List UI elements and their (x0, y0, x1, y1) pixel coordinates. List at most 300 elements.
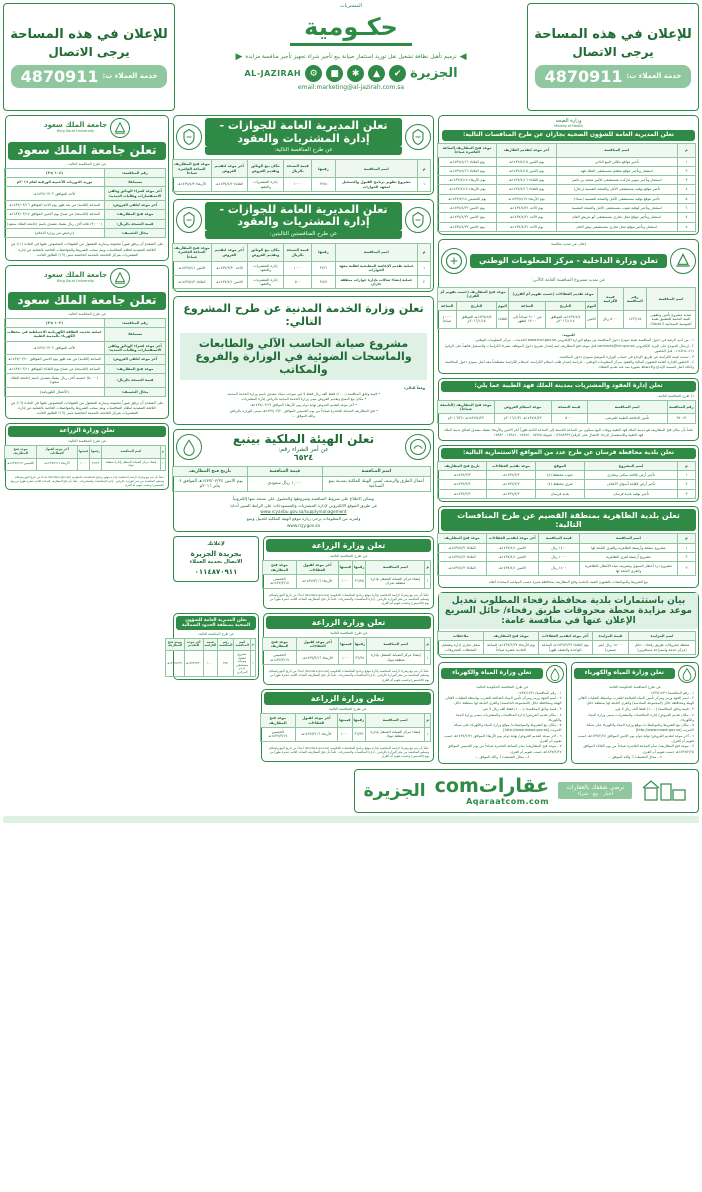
section-jawazat-1 (173, 115, 434, 195)
mowe-a-subtitle: عن طرح المنافسة الحكومية التالية: (475, 684, 529, 689)
mowe-b-title: تعلن وزارة المياه والكهرباء (574, 668, 676, 679)
row-label: موعد فتح المظاريف: (104, 210, 165, 219)
mowe-b-lines (572, 689, 699, 763)
table-body (263, 574, 431, 588)
cell-index: ٢ (418, 275, 431, 289)
col-value: قيمة المنافسة (538, 534, 579, 543)
interior-note-3: ٣ - تسديد قيمة الكراسة عن طريق الإيداع في حساب الوزارة الموضح بنموذج دخول المنافسة. (558, 354, 694, 359)
row-label: قيمة النسخة بالريال: (104, 219, 165, 228)
mowe-b-title-wrap (574, 668, 676, 679)
cell-name: مشروع تطوير برنامج القبول والتسجيل لمعهد الجوازات (335, 178, 418, 192)
cell-deadline: الأربعاء ١٤٣٧/٣/١٦هـ (37, 458, 77, 470)
ksu1-note: على المتقدم أن يرفق صوراً مختومة وسارية المفعول من الشهادات المنصوص عليها في المادة (١١) من اللائحة التنفيذية لنظام المنافسات ويتم سحب الشروط والمواصفات الخاصة بالعملية من إدارة المشتريات بمركز الجامعة بالمدينة الجامعية مبنى (١٩) الطابق الثالث. (10, 242, 164, 257)
rcy-anniversary-badge-icon (176, 434, 202, 460)
row-value: (٥,٠٠٠) خمسة آلاف ريال بشيك مصدق باسم (جامعة الملك سعود) (5, 373, 105, 387)
row-label: آخر موعد لشراء الوثائق وتلقي الاستفسارات وطلبات التمديد: (104, 341, 165, 355)
cell-open-date: ١٤٣٧/٤/٥هـ الموافق ٢٠١٦/١/١٥م (457, 310, 497, 328)
cell-value: ١٤٠٠ ريال (538, 562, 579, 576)
aqaraat-url[interactable]: Aqaraatcom.com (466, 797, 550, 807)
table-header-row (261, 714, 431, 728)
water-electricity-pair (438, 662, 699, 764)
col-name: اسم المنافسة (366, 714, 425, 728)
mowe-b-line-8: ٨ - مجال التصنيف/ أ. والله الموفق ... (607, 755, 662, 760)
jawazat2-subtitle: عن طرح المنافستين التاليتين: (205, 231, 402, 239)
rafha-table (437, 631, 696, 655)
services-strip-text: ترميم تأهيل نظافة تشغيل نقل توريد استثمار صيانة بيع تأجير شراء تجهيز تأجير منافسة مزايدة (245, 54, 457, 60)
classified-ad-phone: ٠١١٤٨٧٠٩١١ (194, 567, 238, 576)
civil-service-per-label: وفقاً للتالي: (403, 386, 425, 391)
col-project: اسم المشروع (585, 461, 678, 470)
cell-opening: يوم الثلاثاء ١٤٣٧/٤/١٦هـ (438, 166, 497, 175)
ksu-logo-en: King Saud University (56, 278, 95, 283)
cell-opening: يوم الاثنين ١٤٣٧/٤/٢٢هـ (438, 204, 497, 213)
cell-number: ٣٧/٨ (312, 178, 335, 192)
ad-phone-number: 4870911 (20, 66, 99, 86)
cell-deadline: ١٤٣٧/٣/٢٠هـ (184, 650, 203, 677)
section-health-northern-borders (166, 613, 259, 681)
table-row (5, 187, 166, 201)
classified-ad-line2: بجريدة الجزيرة (190, 549, 242, 558)
cell-name: مشروع تشغيل وصيانة مستشفى عرعر المركزي (234, 650, 250, 677)
table-header-row (263, 561, 431, 575)
col-deadline: آخر موعد لقبول العطاءات (37, 446, 77, 458)
ad-phone-badge (535, 65, 692, 88)
agri3-table (260, 713, 431, 741)
cell-index: ٣ (677, 176, 695, 185)
ksu-logo-ar: جامعة الملك سعود (44, 121, 107, 130)
col-name: اسم المنافسة (335, 244, 418, 262)
col-name: اسم المزايدة (628, 631, 695, 640)
col-name: اسم المنافسة (234, 638, 250, 650)
cell-number: ٣٧٠١٣ (667, 414, 695, 423)
jawazat1-title-wrap (205, 118, 402, 155)
cell-open: يوم الأربعاء ١٤٣٧/٢/٢٧هـ الساعة الحادية عشرة صباحاً (484, 641, 538, 655)
rcy-subtitle: عن أمر الشراء رقم: (278, 445, 329, 453)
col-open: موعد فتح المظاريف (التاسعة صباحاً) (438, 400, 495, 414)
section-agriculture-2 (263, 613, 434, 685)
aqaraat-ribbon-sub: أخبار · بيع · شراء (577, 791, 614, 798)
table-body (438, 543, 696, 575)
table-header-row (263, 637, 431, 651)
row-value: الأحد الموافق ١٤٣٧/٠٣/٠٢هـ (5, 187, 105, 201)
cell-value: ١٠٠٠ (338, 574, 352, 588)
brand-arabic-logo: الجزيرة (410, 66, 458, 81)
civil-service-item-3: • آخر موعد لتقديم العروض نهاية دوام يوم الأربعاء الموافق ١٤٣٧/٠٣/١٩هـ. (249, 403, 358, 407)
section-agriculture-left (5, 423, 169, 489)
table-row (173, 275, 431, 289)
table-row (438, 194, 696, 203)
mowe-emblem-icon (546, 665, 564, 683)
col-submit: آخر موعد لتقديم العطاءات (487, 534, 539, 543)
rafha-title: بيان باستثمارات بلدية محافظة رفحاء المطلوب تعديل موعد مزايدة محطة محروقات طريق رفحاء/ حائل السريع الإعلان عنها في منافسة عامة: (439, 593, 698, 629)
table-body (173, 178, 431, 192)
mowe-a-lines (439, 689, 566, 763)
mowe-a-line-6: ٦ - آخر موعد لتقديم العروض/ نهاية دوام يوم الأربعاء الموافق ١٤٣٧/٢/٢٦هـ حسب تقويم أم القرى. (444, 733, 562, 743)
col-deadline: آخر موعد لقبول العطاءات (295, 714, 337, 728)
row-value: (١٠٤ /٣٦) (5, 168, 105, 177)
cell-index: ١ (677, 470, 695, 479)
shield-icon: ✔ (389, 65, 406, 82)
col-index: م (425, 714, 431, 728)
cell-number: ٣٦/٣٣ (352, 727, 366, 741)
col-index: م (418, 160, 431, 178)
agri-left-subtitle: عن طرح المنافسة التالية: (67, 439, 107, 444)
jawazat2-title: تعلن المديرية العامة للجوازات - إدارة المشتريات والعقود (205, 202, 402, 231)
table-body (5, 318, 166, 396)
rcy-title-wrap (205, 432, 402, 462)
agri-left-note: علماً بأن يتم بيع وشراء كراسة المنافسة بإدارة موقع برنامج المنافسات الحكومية (tenders.gov.sa) ابتداءً من تاريخ البيع واستلام وتسليم المنافسة من مقر الوزارة بالرياض - إدارة المنافسات والمشتريات. علماً بأن فتح المظاريف الساعة الثانية عشرة ظهراً من يوم (الخميس) وحسب تقويم أم القرى. (10, 474, 164, 487)
table-row (5, 178, 166, 187)
table-body (261, 727, 431, 741)
section-jawazat-2 (173, 199, 434, 292)
cell-deadline: يوم الاثنين ١٤٣٧/٤/١٥هـ (497, 157, 556, 166)
col-open: موعد فتح المظاريف (5, 446, 37, 458)
table-body (173, 476, 431, 491)
agri-side-table (165, 638, 256, 678)
cell-deadline: يوم الاثنين ١٤٣٧/٤/١٥هـ (497, 166, 556, 175)
col-open: موعد فتح المظاريف (484, 631, 538, 640)
col-value: قيمة المزايدة (592, 631, 628, 640)
moh-org-name: وزارة الصحة (555, 118, 582, 124)
row-label: آخر موعد لتلقي العروض: (104, 201, 165, 210)
interior-notes-title: للتنويه: (562, 332, 575, 337)
interior-notes (439, 331, 698, 373)
classified-ad-line1: لإعلانك (207, 541, 225, 548)
col-name: اسم المنافسة (646, 288, 695, 311)
cell-open: ١٤٣٧/٣/٣هـ (438, 470, 487, 479)
col-submit-time: الساعة (509, 301, 546, 310)
col-open: تاريخ فتح المظاريف (173, 466, 248, 476)
kfmc-table (437, 400, 696, 424)
row-label: مجال التصنيف: (104, 387, 165, 396)
cell-name: استثمار وتأجير سوبر ماركت بمستشفى الأمير محمد بن ناصر (556, 176, 677, 185)
ad-placeholder-left[interactable] (3, 3, 175, 111)
col-deadline: آخر موعد لقبول العطاءات (297, 561, 338, 575)
mowe-b-line-7: ٧ - موعد فتح المظاريف/ تمام الساعة العاشرة صباحاً من يوم الثلاثاء الموافق ١٤٣٧/٢/٢٥هـ حسب تقويم أم القرى. (583, 744, 694, 754)
ad-line1: للإعلان في هذه المساحة (10, 26, 168, 42)
mowe-b-line-3: ٣ - قيمة وثائق المنافسة/ (١٠٠٠) فقط ألف ريال لا غير. (614, 707, 694, 712)
table-row (5, 373, 166, 387)
cell-name: إنشاء مركز الصيانة المتنقل بإدارة منطقة تبوك (366, 727, 425, 741)
rcy-emblem-icon (405, 434, 431, 460)
table-row (5, 228, 166, 237)
jawazat1-table (172, 159, 431, 192)
jawazat-emblem-icon (405, 124, 431, 150)
cell-deadline: الأربعاء ١٤٣٧/٣/١٦هـ (297, 651, 339, 665)
rcy-table (172, 466, 431, 492)
cell-deadline: الثلاثاء ١٤٣٧/٤/٢هـ (211, 178, 247, 192)
col-deadline: آخر موعد لتقديم العروض (211, 244, 247, 262)
col-value: قيمتها (338, 714, 352, 728)
cell-open: الخميس ١٤٣٧/٣/١٧هـ (5, 458, 37, 470)
ksu-logo-text (44, 122, 107, 134)
gear-icon: ⚙ (305, 65, 322, 82)
cell-value: ١٨٠٠٠ ريال (غير مسترد) (592, 641, 628, 655)
ad-phone-number: 4870911 (544, 66, 623, 86)
section-ksu-2 (5, 265, 169, 420)
mowe-a-line-5: ٥ - مكان بيع الشروط والمواصفات/ موقع وزارة المياه والكهرباء على شبكة الانترنت [http://www.mowe.gov.sa] (453, 723, 562, 733)
col-fee: قيمة النسخة بالريال (283, 160, 311, 178)
mowe-a-title: تعلن وزارة المياه والكهرباء (441, 668, 543, 679)
saudi-emblem-icon (670, 248, 696, 274)
cell-open-day: الثلاثاء (496, 310, 508, 328)
cell-deadline: يوم الثلاثاء ١٤٣٧/٤/١٦هـ (497, 176, 556, 185)
cell-index: ١ (677, 543, 695, 552)
cell-open: يوم الاثنين ١٤٣٧/٠٣/٢٤هـ الموافق ٠٤ يناير ٢٠١٦م (173, 476, 248, 491)
interior-note-4: ٤ - الحضور للإدارة العامة للشؤون المالية والعقود بمركز المعلومات الوطني - لدراسة إصدار طلب استلام الكراسة، لاستلام الكراسة مصطحباً معه أصل نموذج دخول المنافسة وكذلك أصل قسيمة الإيداع والاحتفاظ بصورة منه عند تقديم العطاء. (445, 360, 694, 370)
cell-submit: الاثنين ١٤٣٧/٤/١هـ (487, 552, 539, 561)
kfmc-note: علماً بأن مكان فتح المظاريف هو مدينة الملك فهد الطبية ووقت البيع سيكون من الساعة التاسعة إلى الساعة الثانية ظهراً أيام الاثنين والأربعاء بشيك مصدق لصالح مدينة الملك فهد الطبية وللاستفسار الرجاء الاتصال على الرقم/ ٠١٢٨٨٨٩٩٩ تحويلة ١٥٩٨٥ - ١٥٩٨٨ - ١٥٩٨٦ - ١٥٩٨٢ (443, 427, 694, 437)
agri3-note: علماً بأن يتم بيع وشراء كراسة المنافسة بإدارة موقع برنامج المنافسات الحكومية (tenders.gov.sa) ابتداءً من تاريخ البيع واستلام وتسليم المنافسة من مقر الوزارة بالرياض - إدارة المنافسات والمشتريات. علماً بأن فتح المظاريف الساعة الثانية عشرة ظهراً من يوم (الخميس) وحسب تقويم أم القرى. (269, 745, 429, 759)
cell-deadline: الأحد ١٤٣٧/٣/٣٠هـ (211, 262, 247, 276)
cell-submit: الاثنين ١٤٣٧/٤/١هـ (487, 562, 539, 576)
ksu2-note: على المتقدم أن يرفق صوراً مختومة وسارية المفعول من الشهادات المنصوص عليها في المادة (١٦) من اللائحة التنفيذية لنظام المنافسات ويتم سحب الشروط والمواصفات الخاصة بالعملية من إدارة المشتريات بمركز الجامعة بالمدينة الجامعية مبنى (١٩) الطابق الثالث. (10, 400, 164, 416)
row-value: (٣,٠٠٠) ثلاثة آلاف ريال بشيك مصدق باسم (جامعة الملك سعود) (5, 219, 105, 228)
rcy-header (174, 430, 433, 464)
agri3-subtitle: عن طرح المنافسة التالية: (328, 707, 367, 712)
cell-fee: ٥٠٠٠ ريال (597, 310, 623, 328)
cell-name: عملية تقديم الإعاشة المطبخية لطلبة معهد الجوازات (335, 262, 418, 276)
table-body (438, 470, 696, 498)
ad-placeholder-right[interactable] (527, 3, 699, 111)
masthead-block (179, 3, 523, 111)
col-open: موعد فتح المظاريف (263, 561, 297, 575)
jawazat-emblem-icon (405, 207, 431, 233)
col-name: اسم المنافسة (101, 446, 160, 458)
cell-value: ١٠٠٠ ريال (538, 552, 579, 561)
brand-latin-logo: AL-JAZIRAH (244, 69, 302, 78)
col-value: قيمتها (338, 561, 352, 575)
civil-service-item-2: • مكان بيع النسخ وتقديم العروض مبنى وزارة الخدمة المدنية بالرياض إدارة المشتريات. (240, 397, 367, 402)
col-number: رقمها (312, 244, 335, 262)
cell-fee: ١٠٠٠ (283, 178, 311, 192)
col-open: تاريخ فتح المظاريف (438, 461, 487, 470)
cell-place: إدارة المشتريات والعقود (247, 262, 283, 276)
nic-emblem-icon (441, 248, 467, 274)
jawazat-emblem-icon-2 (176, 207, 202, 233)
classified-ad-box[interactable] (173, 536, 259, 582)
marketing-email: email:marketing@al-jazirah.com.sa (297, 84, 405, 91)
table-body (173, 262, 431, 289)
masthead-kicker: المشتريات (339, 3, 363, 9)
interior-title: تعلن وزارة الداخلية - مركز المعلومات الوطني (470, 254, 667, 267)
col-deadline: آخر موعد لتقديم الظاريف (497, 143, 556, 157)
cell-open: الثلاثاء ١٤٣٧/٤/٢هـ (438, 552, 487, 561)
kfmc-title: تعلن إدارة العقود والمشتريات بمدينة الملك فهد الطبية عما يلي: (441, 381, 696, 392)
agri-and-ad-row (173, 536, 434, 608)
ksu-logo-text (44, 272, 107, 284)
farasan-title: تعلن بلدية محافظة فرسان عن طرح عدد من المواقع الاستثمارية التالية: (441, 448, 696, 459)
table-header-row (173, 244, 431, 262)
col-index: م (677, 143, 695, 157)
table-body (263, 651, 431, 665)
aqaraat-logo-ar: عقارات (478, 775, 550, 798)
row-value: (١٠٢ /٣٦) (5, 318, 105, 327)
col-place: مكان بيع الوثائق وتقديم العروض (247, 160, 283, 178)
cell-opening: يوم الأربعاء ١٤٣٧/٤/١٧هـ (438, 176, 497, 185)
row-label: مسماها: (104, 328, 165, 342)
cell-submit-day: الاثنين (586, 310, 598, 328)
table-row (438, 222, 696, 231)
column-middle (166, 115, 434, 766)
col-open: موعد فتح المظاريف الساعة العاشرة صباحاً (173, 160, 212, 178)
cell-fee: ٥٠٠٠ (551, 414, 587, 423)
section-civil-service (173, 296, 434, 424)
table-row (263, 651, 431, 665)
cell-name: أعمال الطرق والرصف لمبنى الهيئة الملكية بمدينة ينبع الصناعية (322, 476, 430, 491)
table-header-row (173, 160, 431, 178)
agri1-title: تعلن وزارة الزراعة (266, 539, 431, 552)
cell-location: جنوب مخطط (٤) (536, 470, 585, 479)
row-value: توريد الدوريات الأجنبية الورقية لعام ٢٠١٦م (5, 178, 105, 187)
cell-index: ٢ (677, 552, 695, 561)
interior-note-2: ٢ - إرسال النموذج على البريد الإلكتروني contracts@nic.gov.sa قبل موعد فتح المظاريف ليتم إصدار تصريح دخول الموظف بشراء الكراسات والتسجيل هاتفياً على الرقم/ ٠١١٤٥٦٤٠٤١٦ قبل الحضور. (445, 344, 694, 354)
cell-number: ٣٦/٣٣ (90, 458, 102, 470)
col-index: م (677, 461, 695, 470)
rcy-url-supply[interactable]: www.rcyanbu.gov.sa/supplymanagement (260, 509, 347, 515)
agri2-title: تعلن وزارة الزراعة (266, 616, 431, 629)
aqaraat-logo-latin: com (434, 775, 479, 798)
col-open: موعد فتح المظاريف (165, 638, 184, 650)
moh-org-name-en: Ministry of Health (554, 124, 583, 128)
rcy-note-4: ولمزيد من المعلومات يرجى زيارة موقع الهيئة الملكية للجبيل وينبع (246, 515, 361, 521)
cell-index: ١ (425, 727, 431, 741)
cell-name: عملية إنشاء صالات بإدارة جوازات منطقة جازان (335, 275, 418, 289)
table-row (438, 470, 696, 479)
aqaraat-ad[interactable] (354, 769, 699, 813)
mowe-a-line-1: ١ - رقم المنافسة/ ١٤٣٧/١٤٣٦ (517, 690, 562, 695)
ksu2-subtitle: عن طرح المنافسة التالية: (67, 311, 107, 316)
cell-value: ١٤٠٠ ريال (538, 543, 579, 552)
ksu-logo-en: King Saud University (56, 128, 95, 133)
row-label: آخر موعد لشراء الوثائق وتلقي الاستفسارات وطلبات التمديد: (104, 187, 165, 201)
interior-note-1: ١ - من لديه الرغبة في دخول المنافسة تعبئة نموذج دخول المنافسة من موقع الوزارة الإلكتروني www.moi.gov.sa الخدمات - مركز المعلومات الوطني. (474, 338, 694, 343)
cell-name: استثمار وتأجير موقع محل تجاري بمستشفى بيش العام (556, 222, 677, 231)
ksu2-title: تعلن جامعة الملك سعود (8, 292, 166, 310)
col-location: الموقع (536, 461, 585, 470)
cell-name: استثمار وتأجير كوفية شوب بمستشفى الأمل والصحة النفسية (556, 204, 677, 213)
jawazat1-subtitle: عن طرح المنافسة التالية: (205, 147, 402, 155)
table-header-row (438, 534, 696, 543)
jawazat1-title: تعلن المديرية العامة للجوازات - إدارة المشتريات والعقود (205, 118, 402, 147)
row-value: (الأعمال الكهربائية) (5, 387, 105, 396)
table-row (5, 355, 166, 364)
section-agriculture-1 (263, 536, 434, 608)
table-row (5, 201, 166, 210)
col-remarks: ملاحظات (438, 631, 484, 640)
ksu-logo-2 (6, 266, 168, 290)
col-open: موعد فتح المظاريف (263, 637, 297, 651)
jawazat2-table (172, 243, 431, 289)
cell-name: مشروع درء أخطار السيول وتصريف مياه الأمطار بالظاهرية والقرى التابعة لها (579, 562, 677, 576)
service-icons-row (179, 65, 523, 82)
moh-emblem-block (439, 116, 698, 130)
table-row (261, 727, 431, 741)
col-value: قيمة المنافسة (247, 466, 322, 476)
section-agriculture-3 (261, 689, 434, 761)
mowe-b-line-6: ٦ - آخر موعد لتقديم العروض/ نهاية دوام يوم الاثنين الموافق ١٤٣٧/٢/٢٤هـ حسب تقويم أم القرى. (577, 733, 694, 743)
rcy-title: تعلن الهيئة الملكية بينبع (232, 431, 375, 446)
agri-side-row (166, 613, 434, 685)
col-name: اسم المنافسة (322, 466, 430, 476)
col-index: م (677, 534, 695, 543)
cell-name: تمديد مشروع تأمين وتطوير البنية التحتية للتطبيق تقنية الحوسبة السحابية Cloud 2 (646, 310, 695, 328)
table-body (438, 641, 696, 655)
cell-deadline: الأربعاء ١٤٣٧/٣/١٦هـ (295, 727, 337, 741)
table-row (5, 210, 166, 219)
table-row (5, 168, 166, 177)
table-row (165, 650, 255, 677)
col-name: اسم المنافسة (556, 143, 677, 157)
table-body (438, 414, 696, 423)
ad-line2: يرجى الاتصال (572, 44, 654, 59)
table-row (5, 387, 166, 396)
dhahiriya-title: تعلن بلدية الظاهرية بمنطقة القصيم عن طرح المنافسات التالية: (441, 509, 696, 531)
cell-name: مشروع أرصفة لقرى الظاهرية (579, 552, 677, 561)
table-row (438, 166, 696, 175)
table-header-row (438, 400, 696, 414)
services-strip (179, 52, 523, 62)
table-header-row (438, 631, 696, 640)
section-dhahiriya (438, 506, 699, 588)
row-value: الساعة (التاسعة) من صباح يوم الثلاثاء الموافق ١٤٣٧/٠٣/١١هـ (5, 364, 105, 373)
col-deadline: آخر موعد لتقديم العروض (211, 160, 247, 178)
table-row (5, 318, 166, 327)
cell-project: تأجير بوفيه بلدية فرسان (585, 489, 678, 498)
civil-service-details (174, 382, 433, 423)
cell-index: ١ (425, 574, 431, 588)
col-index: م (425, 637, 431, 651)
col-index: م (160, 446, 165, 458)
cell-deadline: الاثنين ١٤٣٧/٤/١هـ (211, 275, 247, 289)
ksu2-table (4, 318, 166, 397)
farasan-table (437, 461, 696, 499)
rcy-url-main[interactable]: www.rcjy.gov.sa (287, 522, 320, 528)
cell-index: ١ (677, 157, 695, 166)
mowe-b-subtitle: عن طرح المنافسة الحكومية التالية: (608, 684, 662, 689)
cell-open: الاثنين ١٤٣٧/٤/١هـ (173, 262, 212, 276)
cell-location: شرق مخطط (٤) (536, 480, 585, 489)
cell-number: ٣٦/٣٤ (353, 651, 367, 665)
jawazat2-title-wrap (205, 202, 402, 239)
agri-left-title: تعلن وزارة الزراعة (8, 426, 166, 437)
table-row (438, 176, 696, 185)
table-row (438, 552, 696, 561)
table-row (173, 262, 431, 276)
rcy-note-2: عن طريق الموقع الالكتروني لإدارة المشتريات والمستودعات على الرابط المبين أدناه: (229, 502, 378, 508)
agri-left-table (4, 445, 166, 470)
col-submit-day: اليوم (586, 301, 598, 310)
cell-name: إنشاء مركز الصيانة المتنقل بإدارة منطقة نجران (366, 574, 425, 588)
col-open-time: الساعة (438, 301, 457, 310)
cell-remarks: سجل تجاري إدارة وتشغيل المحطات المحروقات (438, 641, 484, 655)
agri1-table (262, 560, 431, 588)
civil-service-title: تعلن وزارة الخدمة المدنية عن طرح المشروع التالي: (183, 302, 424, 329)
col-deadline: آخر موعد للتقديم (184, 638, 203, 650)
cell-value: ١٠٠٠ (338, 727, 352, 741)
ad-phone-label: خدمة العملاء ت: (102, 72, 158, 80)
cell-submit-date: ١٤٣٧/٤/٤هـ الموافق ٢٠١٦/١/١٤م (546, 310, 586, 328)
ksu1-subtitle: عن طرح المنافسة التالية: (67, 161, 107, 166)
agri2-subtitle: عن طرح المنافسة التالية: (329, 630, 368, 635)
cell-index: ٢ (677, 480, 695, 489)
ad-line2: يرجى الاتصال (48, 44, 130, 59)
ad-phone-badge (11, 65, 168, 88)
col-index: م (250, 638, 255, 650)
column-right (438, 115, 699, 764)
cell-name: تأمين الإعاشة الطبية للمرضى (587, 414, 667, 423)
aqaraat-logo[interactable] (435, 775, 549, 806)
